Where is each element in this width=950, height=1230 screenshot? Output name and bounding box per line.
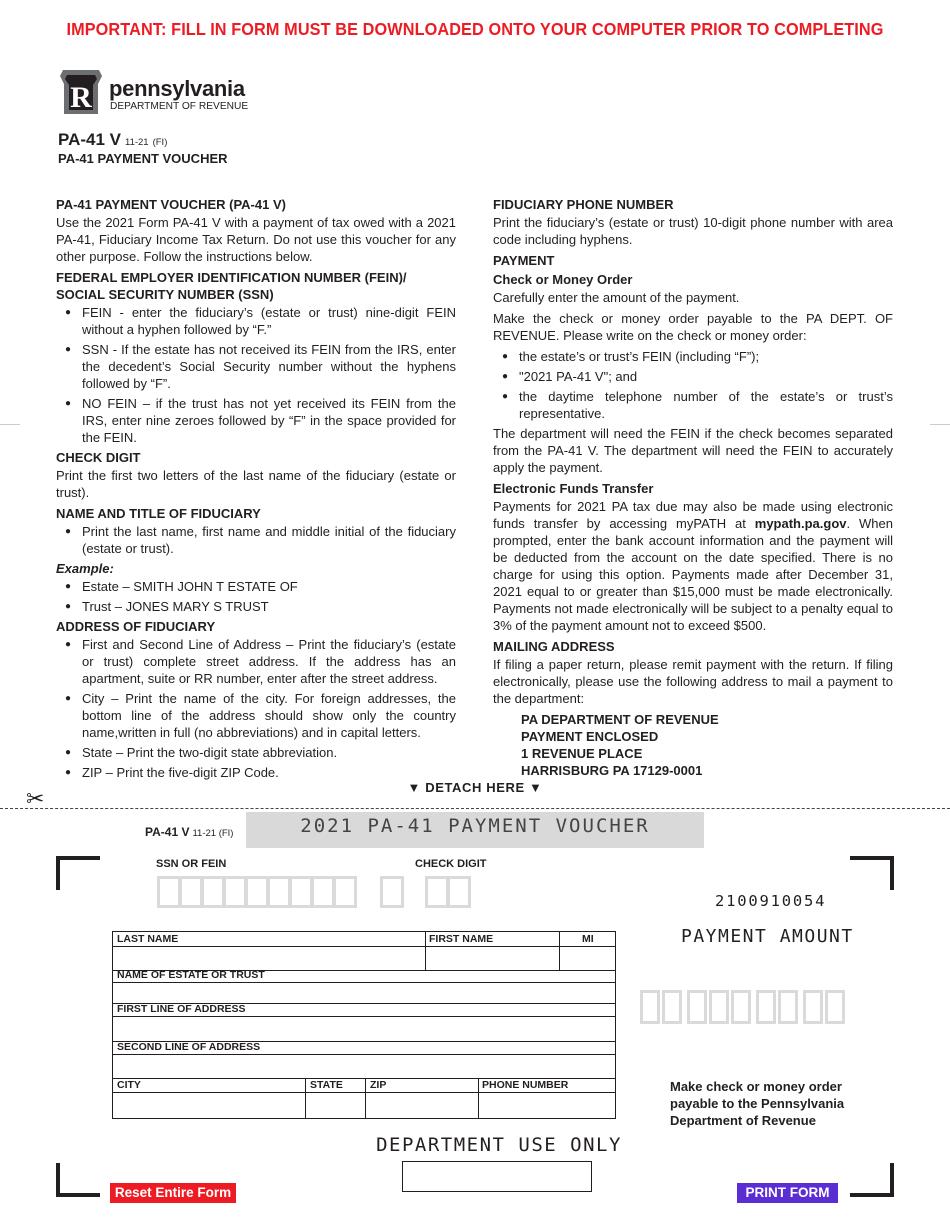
- mypath-link[interactable]: mypath.pa.gov: [754, 516, 847, 531]
- section-text: Carefully enter the amount of the payment.: [493, 290, 740, 305]
- print-form-button[interactable]: PRINT FORM: [737, 1183, 838, 1203]
- registration-corner: [850, 856, 894, 890]
- address-line1-label: FIRST LINE OF ADDRESS: [117, 1003, 246, 1015]
- address-line1-input[interactable]: [113, 1017, 615, 1041]
- payment-amount-label: PAYMENT AMOUNT: [681, 926, 854, 947]
- logo-letter: R: [70, 81, 92, 114]
- last-name-input[interactable]: [113, 947, 425, 969]
- zip-input[interactable]: [366, 1093, 478, 1117]
- registration-corner: [56, 1163, 100, 1197]
- check-digit-label: CHECK DIGIT: [415, 858, 487, 870]
- fiduciary-info-grid: [112, 931, 616, 1119]
- list-item: ● the daytime telephone number of the estate’s or trust’s representative.: [519, 388, 893, 422]
- right-instructions: [493, 193, 893, 779]
- voucher-title: 2021 PA-41 PAYMENT VOUCHER: [300, 815, 650, 837]
- address-line2-input[interactable]: [113, 1055, 615, 1077]
- mi-input[interactable]: [560, 947, 615, 969]
- section-text: Make the check or money order payable to the PA DEPT. OF REVENUE. Please write on the check or money order:: [493, 311, 893, 343]
- registration-corner: [56, 856, 100, 890]
- estate-name-label: NAME OF ESTATE OR TRUST: [117, 969, 265, 981]
- logo-name: pennsylvania: [109, 76, 245, 101]
- payto-line: payable to the Pennsylvania: [670, 1096, 845, 1111]
- voucher-form-id: PA-41 V 11-21 (FI): [145, 825, 234, 839]
- address-line: PA DEPARTMENT OF REVENUE: [521, 712, 719, 727]
- subsection-heading: Electronic Funds Transfer: [493, 481, 654, 496]
- keystone-logo-icon: [60, 70, 102, 118]
- phone-input[interactable]: [479, 1093, 615, 1117]
- section-text: Print the first two letters of the last name of the fiduciary (estate or trust).: [56, 468, 456, 500]
- fold-mark: [930, 424, 950, 425]
- registration-corner: [850, 1163, 894, 1197]
- phone-label: PHONE NUMBER: [482, 1079, 569, 1091]
- address-line: 1 REVENUE PLACE: [521, 746, 643, 761]
- fold-mark: [0, 424, 20, 425]
- payto-line: Make check or money order: [670, 1079, 842, 1094]
- ssn-fein-input[interactable]: [157, 876, 367, 912]
- list-item: ● City – Print the name of the city. For foreign addresses, the bottom line of the address should show only the country name,written in full (no abbreviations) and in capital letters.: [82, 690, 456, 741]
- city-label: CITY: [117, 1079, 141, 1091]
- list-item: ● the estate’s or trust’s FEIN (including “F”);: [519, 348, 893, 365]
- ssn-label: SSN OR FEIN: [156, 858, 227, 870]
- department-use-box: [402, 1161, 592, 1192]
- state-label: STATE: [310, 1079, 343, 1091]
- list-item: ● NO FEIN – if the trust has not yet received its FEIN from the IRS, enter nine zeroes followed by “F” in the space provided for the FEIN.: [82, 395, 456, 446]
- scan-line-number: 2100910054: [715, 892, 827, 910]
- payto-line: Department of Revenue: [670, 1113, 816, 1128]
- section-heading: NAME AND TITLE OF FIDUCIARY: [56, 506, 261, 521]
- list-item: ● First and Second Line of Address – Print the fiduciary’s (estate or trust) complete street address. If the address has an apartment, suite or RR number, enter after the street address.: [82, 636, 456, 687]
- department-use-label: DEPARTMENT USE ONLY: [376, 1134, 622, 1156]
- section-text: The department will need the FEIN if the check becomes separated from the PA-41 V. The department will need the FEIN to accurately apply the payment.: [493, 426, 893, 475]
- subsection-heading: Check or Money Order: [493, 272, 633, 287]
- section-heading: CHECK DIGIT: [56, 450, 141, 465]
- list-item: ● Print the last name, first name and middle initial of the fiduciary (estate or trust).: [82, 523, 456, 557]
- eft-text: Payments for 2021 PA tax due may also be made using electronic funds transfer by accessing myPATH at mypath.pa.gov. When prompted, enter the bank account information and the payment will be deducted from the account on the date specified. There is no charge for using this option. Payments made after December 31, 2021 equal to or greater than $15,000 must be made electronically. Payments not made electronically will be subject to a penalty equal to 3% of the payment amount not to exceed $500.: [493, 499, 893, 633]
- example-heading: Example:: [56, 561, 114, 576]
- section-text: Use the 2021 Form PA-41 V with a payment of tax owed with a 2021 PA-41, Fiduciary Income Tax Return. Do not use this voucher for any other purpose. Follow the instructions below.: [56, 215, 456, 264]
- list-item: ● "2021 PA-41 V"; and: [519, 368, 893, 385]
- download-warning-banner: IMPORTANT: FILL IN FORM MUST BE DOWNLOADED ONTO YOUR COMPUTER PRIOR TO COMPLETING: [66, 19, 884, 39]
- address-line2-label: SECOND LINE OF ADDRESS: [117, 1041, 261, 1053]
- form-id: PA-41 V 11-21 (FI): [58, 130, 168, 149]
- list-item: ● Estate – SMITH JOHN T ESTATE OF: [82, 578, 456, 595]
- section-heading: MAILING ADDRESS: [493, 639, 615, 654]
- section-heading: FIDUCIARY PHONE NUMBER: [493, 197, 674, 212]
- city-input[interactable]: [113, 1093, 305, 1117]
- last-name-label: LAST NAME: [117, 933, 179, 945]
- reset-form-button[interactable]: Reset Entire Form: [110, 1183, 236, 1203]
- address-line: PAYMENT ENCLOSED: [521, 729, 659, 744]
- first-name-input[interactable]: [426, 947, 559, 969]
- left-instructions: [56, 193, 456, 784]
- check-digit-input[interactable]: [425, 876, 479, 912]
- address-line: HARRISBURG PA 17129-0001: [521, 763, 703, 778]
- form-title: PA-41 PAYMENT VOUCHER: [58, 151, 228, 166]
- list-item: ● Trust – JONES MARY S TRUST: [82, 598, 456, 615]
- estate-name-input[interactable]: [113, 983, 615, 1003]
- detach-here-label: ▼ DETACH HERE ▼: [407, 780, 543, 795]
- section-heading: PA-41 PAYMENT VOUCHER (PA-41 V): [56, 197, 286, 212]
- list-item: ● ZIP – Print the five-digit ZIP Code.: [82, 764, 456, 781]
- logo-department: DEPARTMENT OF REVENUE: [110, 101, 249, 112]
- payable-to-note: [670, 1078, 844, 1129]
- zip-label: ZIP: [370, 1079, 387, 1091]
- mailing-address: [521, 711, 893, 779]
- section-heading: ADDRESS OF FIDUCIARY: [56, 619, 216, 634]
- list-item: ● State – Print the two-digit state abbreviation.: [82, 744, 456, 761]
- fein-suffix-input[interactable]: [380, 876, 410, 912]
- list-item: ● FEIN - enter the fiduciary’s (estate or trust) nine-digit FEIN without a hyphen followed by “F.”: [82, 304, 456, 338]
- section-text: If filing a paper return, please remit payment with the return. If filing electronically, please use the following address to mail a payment to the department:: [493, 657, 893, 706]
- section-heading: PAYMENT: [493, 253, 555, 268]
- payment-amount-input[interactable]: [640, 990, 856, 1026]
- section-text: Print the fiduciary’s (estate or trust) 10-digit phone number with area code including hyphens.: [493, 215, 893, 247]
- section-heading: FEDERAL EMPLOYER IDENTIFICATION NUMBER (FEIN)/ SOCIAL SECURITY NUMBER (SSN): [56, 270, 407, 302]
- scissors-icon: ✂: [26, 786, 45, 811]
- first-name-label: FIRST NAME: [429, 933, 494, 945]
- list-item: ● SSN - If the estate has not received its FEIN from the IRS, enter the decedent’s Social Security number without the hyphens followed by “F”.: [82, 341, 456, 392]
- detach-line: [0, 808, 950, 809]
- mi-label: MI: [582, 933, 594, 945]
- state-input[interactable]: [306, 1093, 365, 1117]
